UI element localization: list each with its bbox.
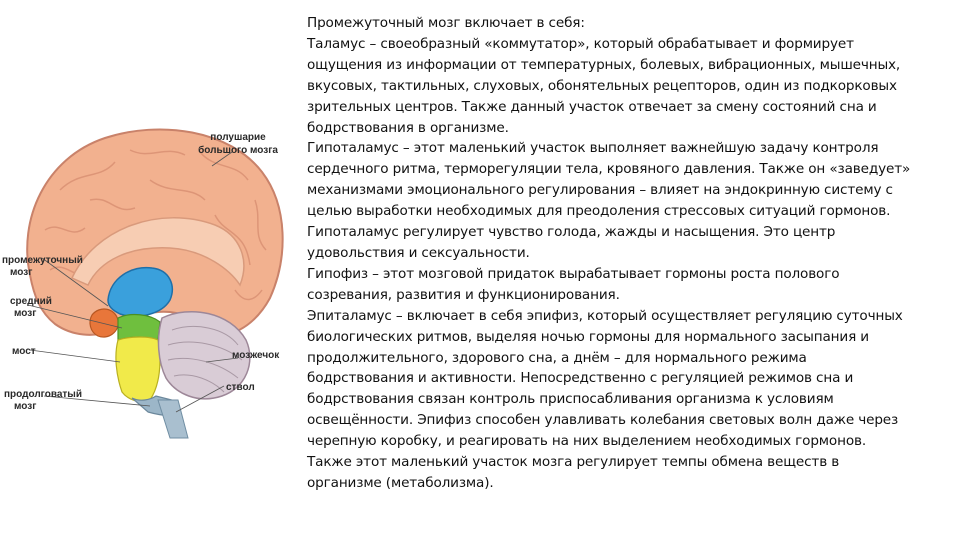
text-line: вкусовых, тактильных, слуховых, обонятельных рецепторов, один из подкорковых [307, 77, 897, 94]
text-line: Гипоталамус регулирует чувство голода, жажды и насыщения. Это центр [307, 224, 836, 241]
label-midbrain-line1: средний [10, 296, 52, 307]
label-medulla-line1: продолговатый [4, 389, 82, 400]
label-midbrain-line2: мозг [14, 308, 37, 319]
midbrain-region [118, 315, 160, 340]
spinal-cord-region [158, 400, 188, 438]
label-medulla-line2: мозг [14, 401, 37, 412]
text-line: биологических ритмов, выделяя ночью гормоны для нормального засыпания и [307, 328, 869, 345]
label-stem: ствол [226, 382, 255, 393]
text-line: Также этот маленький участок мозга регулирует темпы обмена веществ в [307, 454, 840, 471]
label-hemisphere-line2: большого мозга [198, 145, 278, 156]
text-line: бодрствования в организме. [307, 119, 509, 136]
label-hemisphere-line1: полушарие [210, 132, 266, 143]
text-line: сердечного ритма, терморегуляции тела, кровяного давления. Также он «заведует» [307, 161, 911, 178]
text-line: черепную коробку, и реагировать на них выделением необходимых гормонов. [307, 433, 867, 450]
text-line: Промежуточный мозг включает в себя: [307, 15, 585, 31]
text-line: организме (метаболизма). [307, 474, 494, 491]
brain-illustration [0, 100, 305, 440]
description-text [307, 13, 957, 494]
pons-region [116, 337, 160, 402]
text-line: продолжительного, здорового сна, а днём – для нормального режима [307, 349, 807, 366]
text-line: Таламус – своеобразный «коммутатор», который обрабатывает и формирует [307, 35, 854, 52]
label-pons: мост [12, 346, 36, 357]
label-cerebellum: мозжечок [232, 350, 280, 361]
text-line: механизмами эмоционального регулирования – влияет на эндокринную систему с [307, 182, 893, 199]
text-line: Эпиталамус – включает в себя эпифиз, который осуществляет регуляцию суточных [307, 307, 903, 324]
text-line: Гипофиз – этот мозговой придаток вырабатывает гормоны роста полового [307, 265, 840, 282]
text-line: Гипоталамус – этот маленький участок выполняет важнейшую задачу контроля [307, 140, 879, 157]
text-line: ощущения из информации от температурных, болевых, вибрационных, мышечных, [307, 56, 901, 73]
text-line: созревания, развития и функционирования. [307, 286, 620, 303]
text-line: освещённости. Эпифиз способен улавливать колебания световых волн даже через [307, 412, 899, 429]
text-line: целью выработки необходимых для преодоления стрессовых ситуаций гормонов. [307, 203, 891, 220]
label-diencephalon-line2: мозг [10, 267, 33, 278]
text-line: бодрствования связан контроль приспосабливания организма к условиям [307, 391, 834, 408]
hypothalamus-region [90, 309, 118, 337]
text-line: зрительных центров. Также данный участок отвечает за смену состояний сна и [307, 98, 877, 115]
label-diencephalon-line1: промежуточный [2, 255, 83, 266]
text-line: удовольствия и сексуальности. [307, 244, 530, 261]
text-line: бодрствования и активности. Непосредственно с регуляцией режимов сна и [307, 370, 854, 387]
